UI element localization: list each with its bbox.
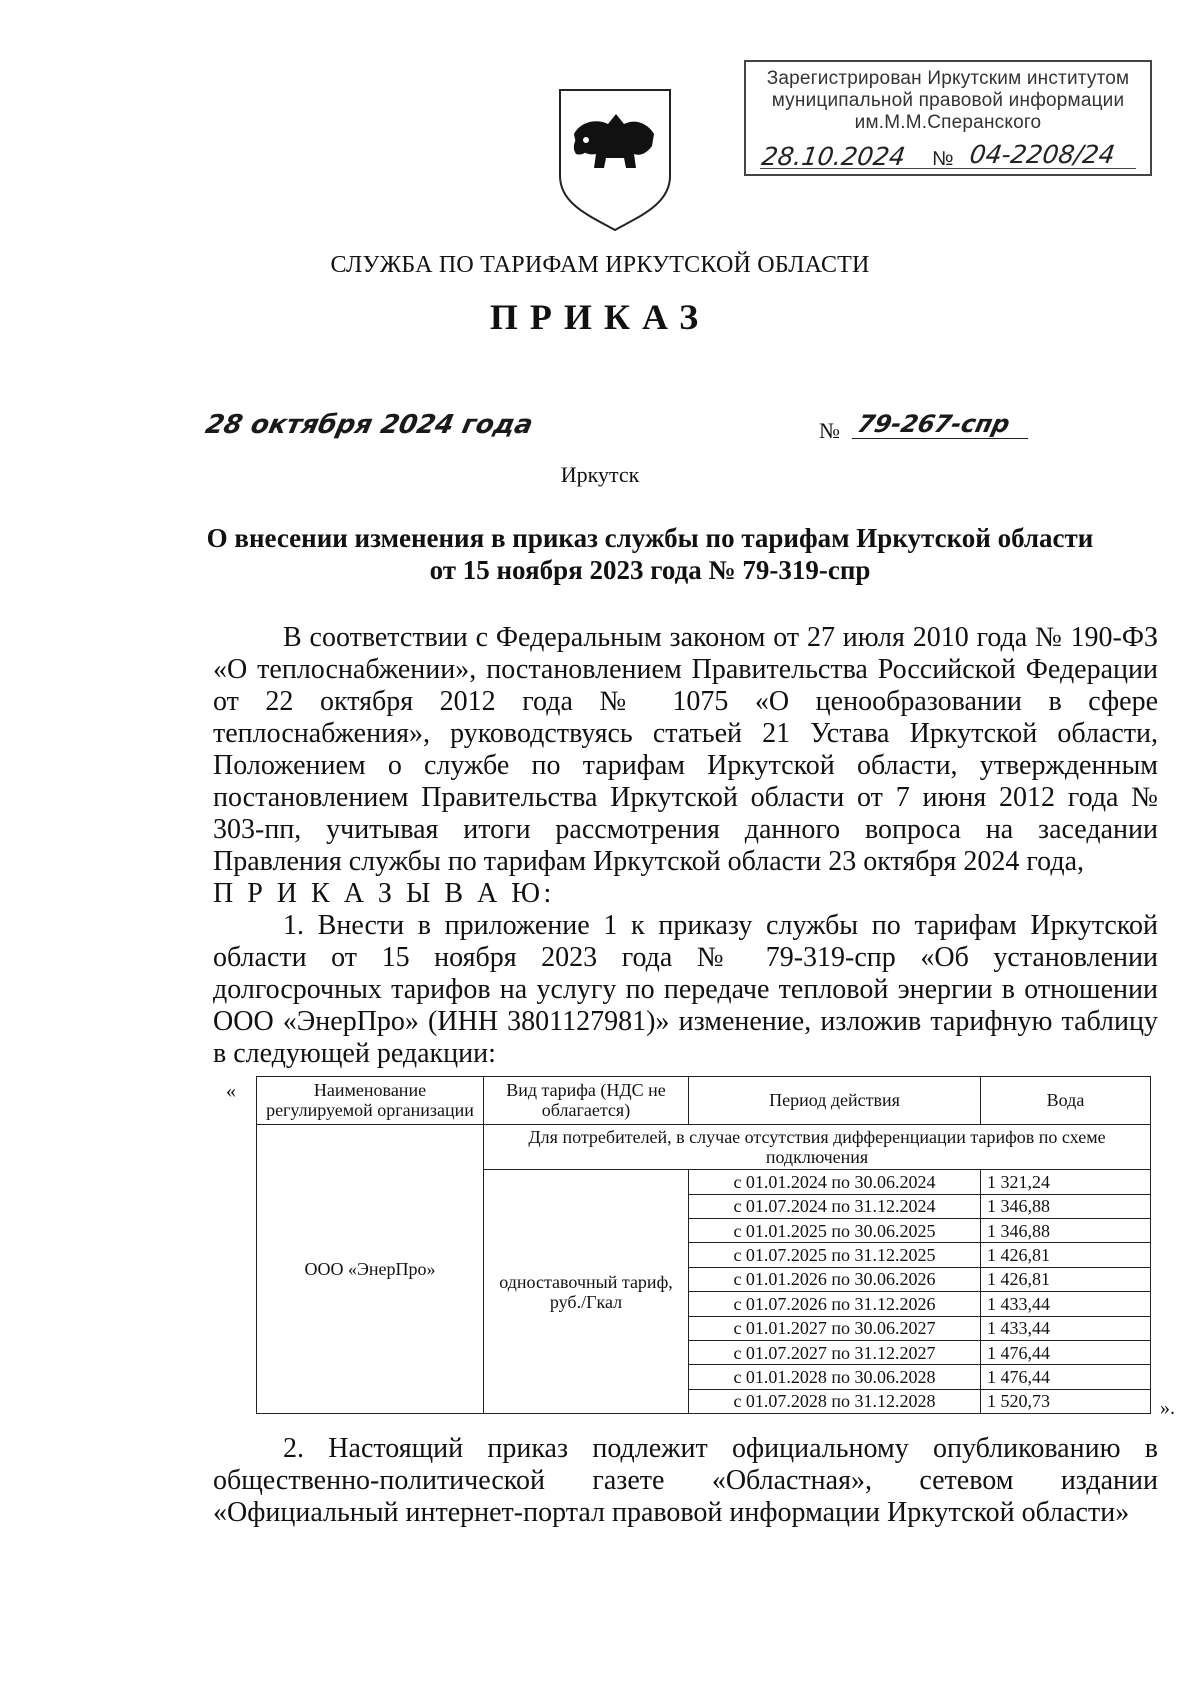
- header-period: Период действия: [689, 1077, 981, 1125]
- table-open-quote: «: [226, 1080, 236, 1102]
- period-cell: с 01.01.2026 по 30.06.2026: [689, 1267, 981, 1291]
- title-line-2: от 15 ноября 2023 года № 79-319-спр: [429, 555, 871, 586]
- order-number: 79-267-спр: [855, 410, 1013, 438]
- value-cell: 1 321,24: [981, 1170, 1151, 1194]
- consumer-note: Для потребителей, в случае отсутствия дифференциации тарифов по схеме подключения: [484, 1124, 1151, 1170]
- city: Иркутск: [560, 462, 640, 487]
- stamp-line-1: Зарегистрирован Иркутским институтом: [766, 68, 1130, 89]
- document-title: [150, 522, 1150, 587]
- period-cell: с 01.07.2027 по 31.12.2027: [689, 1340, 981, 1364]
- value-cell: 1 476,44: [981, 1365, 1151, 1389]
- document-type: ПРИКАЗ: [489, 297, 711, 337]
- registration-stamp: [744, 60, 1152, 176]
- title-line-1: О внесении изменения в приказ службы по тарифам Иркутской области: [206, 523, 1094, 553]
- period-cell: с 01.01.2024 по 30.06.2024: [689, 1170, 981, 1194]
- stamp-number-sign: №: [932, 148, 954, 170]
- value-cell: 1 426,81: [981, 1243, 1151, 1267]
- value-cell: 1 476,44: [981, 1340, 1151, 1364]
- period-cell: с 01.01.2027 по 30.06.2027: [689, 1316, 981, 1340]
- consumer-note-row: [257, 1124, 1151, 1170]
- period-cell: с 01.07.2025 по 31.12.2025: [689, 1243, 981, 1267]
- stamp-line-2: муниципальной правовой информации: [771, 90, 1125, 111]
- value-cell: 1 346,88: [981, 1194, 1151, 1218]
- coat-of-arms-icon: [556, 84, 674, 234]
- stamp-line-3: им.М.М.Сперанского: [854, 112, 1042, 133]
- value-cell: 1 520,73: [981, 1389, 1151, 1413]
- item-1-paragraph: 1. Внести в приложение 1 к приказу службы по тарифам Иркутской области от 15 ноября 2023 года № 79-319-спр «Об установлении долгосрочных тарифов на услугу по передаче тепловой энергии в отношении ООО «ЭнерПро» (ИНН 3801127981)» изменение, изложив тарифную таблицу в следующей редакции:: [213, 910, 1158, 1069]
- table-header-row: [257, 1077, 1151, 1125]
- value-cell: 1 433,44: [981, 1292, 1151, 1316]
- value-cell: 1 433,44: [981, 1316, 1151, 1340]
- stamp-date: 28.10.2024: [759, 142, 908, 171]
- period-cell: с 01.07.2028 по 31.12.2028: [689, 1389, 981, 1413]
- order-number-sign: №: [819, 418, 840, 443]
- value-cell: 1 346,88: [981, 1219, 1151, 1243]
- stamp-number: 04-2208/24: [967, 140, 1117, 169]
- value-cell: 1 426,81: [981, 1267, 1151, 1291]
- header-org: Наименование регулируемой организации: [257, 1077, 484, 1125]
- header-tariff-type: Вид тарифа (НДС не облагается): [484, 1077, 689, 1125]
- item-2-paragraph: 2. Настоящий приказ подлежит официальному опубликованию в общественно-политической газете «Областная», сетевом издании «Официальный интернет-портал правовой информации Иркутской области»: [213, 1433, 1158, 1528]
- header-water: Вода: [981, 1077, 1151, 1125]
- tariff-kind-cell: одноставочный тариф, руб./Гкал: [484, 1170, 689, 1414]
- agency-name: СЛУЖБА ПО ТАРИФАМ ИРКУТСКОЙ ОБЛАСТИ: [330, 252, 870, 278]
- table-close-quote: ».: [1160, 1397, 1175, 1419]
- period-cell: с 01.07.2024 по 31.12.2024: [689, 1194, 981, 1218]
- order-number-underline: [852, 438, 1028, 439]
- organization-cell: ООО «ЭнерПро»: [257, 1124, 484, 1413]
- order-word: П Р И К А З Ы В А Ю:: [213, 878, 555, 909]
- tariff-table: [256, 1076, 1151, 1414]
- period-cell: с 01.01.2028 по 30.06.2028: [689, 1365, 981, 1389]
- period-cell: с 01.07.2026 по 31.12.2026: [689, 1292, 981, 1316]
- preamble-paragraph: В соответствии с Федеральным законом от 27 июля 2010 года № 190-ФЗ «О теплоснабжении», постановлением Правительства Российской Федерации от 22 октября 2012 года № 1075 «О ценообразовании в сфере теплоснабжения», руководствуясь статьей 21 Устава Иркутской области, Положением о службе по тарифам Иркутской области, утвержденным постановлением Правительства Иркутской области от 7 июня 2012 года № 303-пп, учитывая итоги рассмотрения данного вопроса на заседании Правления службы по тарифам Иркутской области 23 октября 2024 года,: [213, 622, 1158, 877]
- period-cell: с 01.01.2025 по 30.06.2025: [689, 1219, 981, 1243]
- signing-date: 28 октября 2024 года: [202, 410, 536, 440]
- stamp-underline: [760, 168, 1136, 169]
